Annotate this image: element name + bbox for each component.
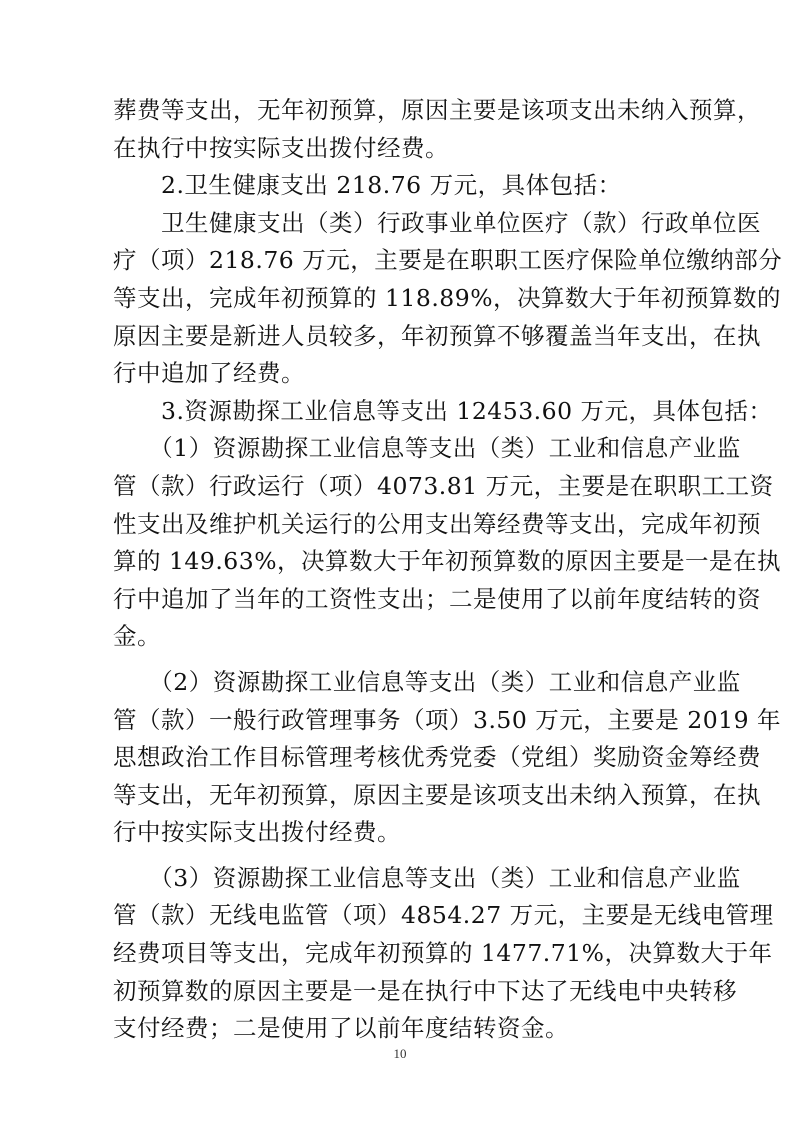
- text-line: 算的 149.63%，决算数大于年初预算数的原因主要是一是在执: [113, 547, 782, 576]
- heading-health-expense: [113, 167, 691, 205]
- text-line: （1）资源勘探工业信息等支出（类）工业和信息产业监: [113, 434, 741, 463]
- paragraph-item-2: [113, 664, 782, 852]
- text-line: （3）资源勘探工业信息等支出（类）工业和信息产业监: [113, 863, 741, 892]
- paragraph-health-expense: [113, 205, 783, 393]
- text-line: 性支出及维护机关运行的公用支出筹经费等支出，完成年初预: [113, 509, 761, 538]
- heading-resource-expense: [113, 393, 773, 431]
- text-line: 等支出，无年初预算，原因主要是该项支出未纳入预算，在执: [113, 780, 761, 809]
- text-line: 卫生健康支出（类）行政事业单位医疗（款）行政单位医: [113, 208, 761, 237]
- paragraph-item-1: [113, 430, 782, 656]
- text-line: 行中追加了经费。: [113, 359, 305, 388]
- text-line: 管（款）无线电监管（项）4854.27 万元，主要是无线电管理: [113, 901, 774, 930]
- paragraph-funeral-expense: [113, 92, 761, 167]
- text-line: 思想政治工作目标管理考核优秀党委（党组）奖励资金筹经费: [113, 743, 761, 772]
- text-line: 原因主要是新进人员较多，年初预算不够覆盖当年支出，在执: [113, 321, 761, 350]
- document-page: [113, 92, 783, 1048]
- text-line: （2）资源勘探工业信息等支出（类）工业和信息产业监: [113, 667, 741, 696]
- text-line: 初预算数的原因主要是一是在执行中下达了无线电中央转移: [113, 976, 737, 1005]
- text-line: 行中按实际支出拨付经费。: [113, 818, 401, 847]
- text-line: 疗（项）218.76 万元，主要是在职职工医疗保险单位缴纳部分: [113, 246, 783, 275]
- text-line: 管（款）一般行政管理事务（项）3.50 万元，主要是 2019 年: [113, 705, 782, 734]
- text-line: 3.资源勘探工业信息等支出 12453.60 万元，具体包括：: [113, 396, 773, 425]
- text-line: 行中追加了当年的工资性支出；二是使用了以前年度结转的资: [113, 584, 761, 613]
- page-number: 10: [393, 1046, 407, 1061]
- paragraph-item-3: [113, 860, 774, 1048]
- text-line: 支付经费；二是使用了以前年度结转资金。: [113, 1014, 569, 1043]
- text-line: 管（款）行政运行（项）4073.81 万元，主要是在职职工工资: [113, 471, 774, 500]
- text-line: 2.卫生健康支出 218.76 万元，具体包括：: [113, 171, 622, 200]
- text-line: 经费项目等支出，完成年初预算的 1477.71%，决算数大于年: [113, 939, 773, 968]
- text-line: 葬费等支出，无年初预算，原因主要是该项支出未纳入预算，: [113, 96, 761, 124]
- text-line: 金。: [113, 622, 161, 651]
- text-line: 等支出，完成年初预算的 118.89%，决算数大于年初预算数的: [113, 283, 782, 312]
- text-line: 在执行中按实际支出拨付经费。: [113, 133, 449, 162]
